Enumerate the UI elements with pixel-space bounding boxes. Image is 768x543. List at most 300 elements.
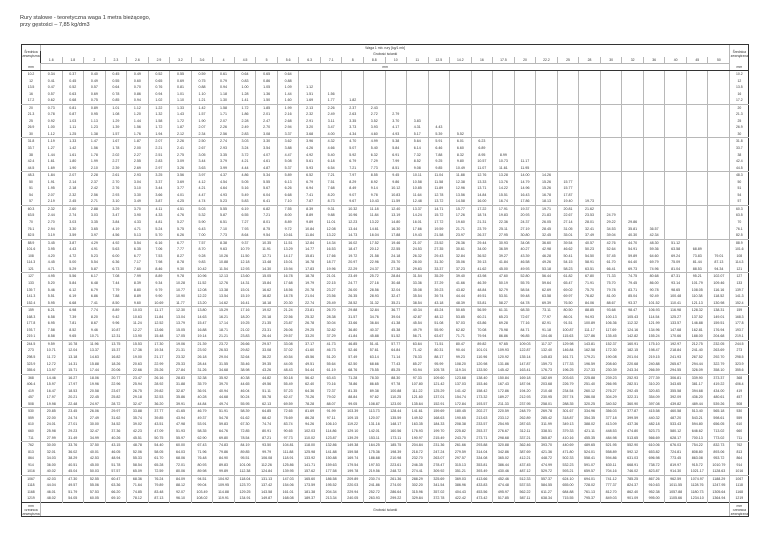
weight-cell: 8.89 (127, 293, 149, 300)
weight-cell: 5.52 (450, 131, 472, 138)
outer-diameter-cell: 114.3 (22, 259, 41, 266)
weight-cell: 10.71 (41, 347, 63, 354)
weight-cell: 254.95 (493, 421, 515, 428)
weight-cell: 312.11 (514, 428, 536, 435)
weight-cell: 6.36 (105, 259, 127, 266)
weight-cell: 58.54 (127, 462, 149, 469)
weight-cell (450, 97, 472, 104)
outer-diameter-cell: 1118 (22, 482, 41, 489)
weight-cell: 4.91 (84, 246, 106, 253)
weight-cell: 8.95 (471, 152, 493, 159)
weight-cell: 61.82 (557, 273, 579, 280)
weight-cell: 377.18 (600, 415, 622, 422)
weight-cell: 27.16 (363, 280, 385, 287)
weight-cell: 45.00 (493, 266, 515, 273)
weight-cell: 3.44 (148, 185, 170, 192)
weight-cell: 18.78 (277, 293, 299, 300)
weight-cell: 55.64 (320, 361, 342, 368)
weight-cell: 110.25 (385, 394, 407, 401)
weight-cell: 2.07 (62, 172, 84, 179)
weight-cell: 11.58 (428, 179, 450, 186)
weight-cell: 99.79 (256, 449, 278, 456)
weight-cell: 3.20 (299, 124, 321, 131)
weight-cell: 5.49 (234, 192, 256, 199)
weight-cell: 372.78 (428, 495, 450, 502)
weight-cell: 415.58 (643, 408, 665, 415)
weight-cell: 4.25 (170, 198, 192, 205)
outer-diameter-cell: 141.3 (730, 293, 749, 300)
weight-cell: 139.29 (342, 435, 364, 442)
weight-cell: 2.91 (299, 118, 321, 125)
weight-cell: 69.24 (665, 253, 687, 260)
weight-cell: 1.09 (277, 84, 299, 91)
weight-cell: 480.61 (708, 394, 730, 401)
weight-cell: 523.73 (643, 428, 665, 435)
thickness-value: 28 (579, 57, 601, 64)
weight-cell: 114.86 (320, 428, 342, 435)
weight-cell (600, 205, 622, 212)
weight-cell: 154.06 (277, 482, 299, 489)
weight-cell: 29.23 (62, 428, 84, 435)
weight-cell: 16.78 (536, 192, 558, 199)
weight-cell: 5.89 (277, 172, 299, 179)
weight-cell: 5.54 (84, 259, 106, 266)
weight-cell: 2.32 (62, 192, 84, 199)
weight-cell: 293.88 (471, 442, 493, 449)
weight-cell: 13.22 (320, 232, 342, 239)
weight-cell: 84.09 (170, 475, 192, 482)
weight-cell: 2.26 (320, 104, 342, 111)
weight-cell: 80.50 (557, 307, 579, 314)
weight-cell: 203.63 (557, 374, 579, 381)
weight-cell: 421.11 (579, 428, 601, 435)
weight-cell: 5.92 (342, 152, 364, 159)
weight-cell: 9.86 (385, 179, 407, 186)
outer-diameter-cell: 219.1 (730, 333, 749, 340)
weight-cell: 212.75 (686, 340, 708, 347)
weight-cell: 13.44 (342, 226, 364, 233)
thickness-value: 10 (385, 57, 407, 64)
weight-cell: 196.59 (579, 361, 601, 368)
weight-cell: 122.87 (514, 347, 536, 354)
weight-cell: 2.63 (342, 111, 364, 118)
weight-cell (514, 97, 536, 104)
weight-cell: 152.37 (600, 340, 622, 347)
outer-diameter-cell: 711 (730, 435, 749, 442)
weight-cell: 42.03 (41, 475, 63, 482)
weight-cell (686, 239, 708, 246)
weight-cell: 591.07 (579, 462, 601, 469)
weight-cell: 63.14 (363, 354, 385, 361)
weight-cell: 57.23 (277, 388, 299, 395)
weight-cell: 26.35 (342, 293, 364, 300)
weight-cell: 9.88 (320, 212, 342, 219)
weight-cell: 134.96 (643, 327, 665, 334)
weight-cell: 33.20 (299, 333, 321, 340)
weight-cell: 99.23 (450, 354, 472, 361)
weight-cell: 4.37 (213, 172, 235, 179)
weight-cell (665, 131, 687, 138)
weight-cell: 262.89 (514, 415, 536, 422)
weight-cell: 294.44 (686, 361, 708, 368)
weight-cell: 0.47 (41, 84, 63, 91)
weight-cell: 9.45 (385, 172, 407, 179)
weight-cell (428, 71, 450, 78)
weight-cell: 6.58 (41, 314, 63, 321)
weight-cell: 9.14 (363, 185, 385, 192)
weight-cell: 41.84 (342, 333, 364, 340)
weight-cell: 17.66 (320, 253, 342, 260)
weight-cell: 3.79 (213, 158, 235, 165)
weight-cell: 1247.95 (708, 482, 730, 489)
weight-cell: 18.26 (105, 361, 127, 368)
thickness-value: 12.5 (428, 57, 450, 64)
weight-cell: 394.68 (686, 388, 708, 395)
weight-cell: 448.72 (536, 455, 558, 462)
weight-cell: 562.22 (514, 489, 536, 496)
weight-cell: 460.58 (665, 408, 687, 415)
weight-cell: 10.88 (213, 259, 235, 266)
weight-cell: 14.61 (363, 226, 385, 233)
weight-cell: 16.43 (514, 192, 536, 199)
weight-cell: 37.36 (105, 428, 127, 435)
weight-cell: 713.02 (708, 428, 730, 435)
weight-cell: 108.87 (363, 401, 385, 408)
weight-cell: 30.61 (450, 246, 472, 253)
weight-cell: 97.78 (385, 381, 407, 388)
weight-cell: 808.80 (686, 449, 708, 456)
unit-label: mm (41, 64, 730, 71)
weight-cell: 26.18 (191, 354, 213, 361)
weight-cell: 190.65 (450, 415, 472, 422)
weight-cell: 89.98 (191, 468, 213, 475)
weight-cell: 0.45 (105, 71, 127, 78)
weight-cell: 9.96 (105, 320, 127, 327)
weight-cell: 188.00 (686, 333, 708, 340)
weight-cell: 529.72 (536, 468, 558, 475)
weight-cell: 170.66 (665, 333, 687, 340)
weight-cell: 173.59 (299, 482, 321, 489)
weight-cell: 243.70 (450, 435, 472, 442)
weight-cell: 60.05 (84, 495, 106, 502)
weight-cell: 684.88 (557, 489, 579, 496)
outer-diameter-cell: 108 (730, 253, 749, 260)
weight-cell: 7.53 (148, 253, 170, 260)
weight-cell: 263.69 (708, 347, 730, 354)
weight-cell (600, 97, 622, 104)
weight-cell: 377.87 (622, 408, 644, 415)
weight-cell: 34.08 (514, 239, 536, 246)
weight-cell (600, 198, 622, 205)
weight-cell: 28.72 (105, 401, 127, 408)
weight-cell: 4.00 (320, 131, 342, 138)
weight-cell: 558.89 (600, 449, 622, 456)
thickness-value: 7.1 (320, 57, 342, 64)
weight-cell: 68.36 (127, 475, 149, 482)
weight-cell: 14.31 (234, 280, 256, 287)
weight-cell: 358.10 (708, 367, 730, 374)
weight-cell: 243.34 (622, 367, 644, 374)
weight-cell: 118.91 (277, 455, 299, 462)
weight-cell: 1057.88 (665, 489, 687, 496)
weight-cell: 81.35 (342, 388, 364, 395)
weight-cell: 1.61 (62, 152, 84, 159)
weight-cell: 6.01 (450, 138, 472, 145)
weight-cell: 125.29 (428, 388, 450, 395)
weight-cell: 7.08 (105, 273, 127, 280)
weight-cell: 5.93 (299, 165, 321, 172)
weight-cell: 109.46 (708, 280, 730, 287)
weight-cell: 29.44 (471, 239, 493, 246)
weight-cell: 2.16 (277, 111, 299, 118)
weight-cell: 25.26 (148, 367, 170, 374)
weight-cell: 129.98 (557, 340, 579, 347)
weight-cell: 6.19 (62, 293, 84, 300)
weight-cell: 9.34 (148, 280, 170, 287)
weight-cell (385, 104, 407, 111)
outer-diameter-cell: 121 (22, 266, 41, 273)
weight-cell: 218.72 (407, 449, 429, 456)
header-row-units (22, 64, 749, 71)
weight-cell: 34.00 (471, 246, 493, 253)
weight-cell: 16.53 (320, 246, 342, 253)
weight-cell: 38.29 (62, 455, 84, 462)
weight-cell: 157.62 (299, 468, 321, 475)
weight-cell: 76.82 (579, 293, 601, 300)
weight-cell: 12.76 (213, 280, 235, 287)
weight-cell: 13.29 (277, 246, 299, 253)
weight-cell: 23.52 (428, 239, 450, 246)
weight-cell: 24.37 (514, 219, 536, 226)
weight-cell: 5.55 (256, 179, 278, 186)
weight-cell: 14.34 (320, 239, 342, 246)
weight-cell: 65.28 (148, 462, 170, 469)
weight-cell: 248.72 (385, 468, 407, 475)
weight-cell: 175.36 (363, 449, 385, 456)
weight-cell: 51.11 (256, 388, 278, 395)
weight-cell: 473.42 (471, 495, 493, 502)
outer-diameter-cell: 762 (22, 442, 41, 449)
weight-cell: 453.56 (471, 489, 493, 496)
weight-cell: 0.81 (62, 104, 84, 111)
weight-cell: 120.92 (493, 354, 515, 361)
weight-cell: 26.36 (450, 239, 472, 246)
weight-cell (450, 71, 472, 78)
weight-cell (622, 104, 644, 111)
weight-cell: 219.56 (363, 468, 385, 475)
weight-cell: 1.95 (41, 185, 63, 192)
weight-cell: 0.59 (191, 71, 213, 78)
weight-cell: 339.90 (686, 374, 708, 381)
weight-cell: 186.68 (363, 455, 385, 462)
weight-cell: 3.65 (84, 226, 106, 233)
weight-cell (471, 104, 493, 111)
weight-cell: 11.17 (514, 158, 536, 165)
thickness-value: 45 (686, 57, 708, 64)
weight-cell: 185.75 (385, 442, 407, 449)
weight-cell: 11.59 (385, 198, 407, 205)
weight-cell: 4.72 (62, 253, 84, 260)
weight-cell: 203.68 (536, 381, 558, 388)
weight-cell: 26.05 (536, 219, 558, 226)
weight-cell: 655.00 (557, 482, 579, 489)
outer-diameter-cell: 44.5 (22, 165, 41, 172)
outer-diameter-cell: 30 (730, 131, 749, 138)
weight-cell: 16.47 (41, 388, 63, 395)
weight-cell: 64.84 (385, 347, 407, 354)
weight-cell: 94.51 (191, 475, 213, 482)
outer-diameter-cell: 298.5 (730, 354, 749, 361)
weight-cell: 4.71 (127, 226, 149, 233)
weight-cell: 11.64 (407, 192, 429, 199)
weight-cell: 1128.76 (686, 482, 708, 489)
outer-diameter-cell: 530 (22, 408, 41, 415)
weight-cell: 288.35 (557, 401, 579, 408)
weight-cell: 47.30 (62, 475, 84, 482)
weight-cell: 57.53 (84, 489, 106, 496)
outer-diameter-cell: 42.4 (730, 158, 749, 165)
weight-cell (643, 205, 665, 212)
weight-cell: 14.63 (84, 354, 106, 361)
weight-cell: 75.70 (600, 280, 622, 287)
weight-cell: 58.23 (557, 266, 579, 273)
weight-cell: 1.84 (41, 172, 63, 179)
weight-cell: 495.97 (493, 489, 515, 496)
weight-cell: 197.53 (363, 462, 385, 469)
weight-cell: 517.85 (493, 495, 515, 502)
weight-cell: 1.12 (127, 104, 149, 111)
table-row (22, 468, 749, 475)
weight-cell: 29.57 (256, 340, 278, 347)
weight-cell: 92.07 (170, 489, 192, 496)
weight-cell: 2.01 (256, 111, 278, 118)
weight-cell: 21.39 (191, 340, 213, 347)
weight-cell: 112.26 (256, 462, 278, 469)
weight-cell: 155.24 (643, 333, 665, 340)
weight-cell: 208.38 (450, 421, 472, 428)
weight-cell: 89.85 (234, 449, 256, 456)
weight-cell: 399.59 (622, 415, 644, 422)
weight-cell: 5.64 (407, 138, 429, 145)
weight-cell: 3.87 (148, 198, 170, 205)
weight-cell: 325.69 (428, 475, 450, 482)
weight-cell: 69.80 (213, 435, 235, 442)
weight-cell: 7.32 (407, 152, 429, 159)
weight-cell: 482.18 (643, 421, 665, 428)
weight-cell: 51.78 (105, 462, 127, 469)
weight-cell: 2.43 (363, 104, 385, 111)
weight-cell: 15.84 (256, 280, 278, 287)
weight-cell: 49.79 (407, 327, 429, 334)
weight-cell (686, 131, 708, 138)
weight-cell: 2.94 (41, 226, 63, 233)
weight-cell: 19.00 (127, 354, 149, 361)
outer-diameter-cell: 82.5 (730, 232, 749, 239)
weight-cell: 116.16 (708, 287, 730, 294)
weight-cell: 19.96 (84, 381, 106, 388)
weight-cell: 24.74 (62, 415, 84, 422)
weight-cell: 11.24 (127, 320, 149, 327)
weight-cell: 4.66 (320, 145, 342, 152)
weight-cell: 45.24 (428, 307, 450, 314)
weight-cell: 10.69 (148, 300, 170, 307)
weight-cell: 1.44 (41, 152, 63, 159)
thickness-value: 22.2 (536, 57, 558, 64)
weight-cell: 49.51 (471, 293, 493, 300)
weight-cell: 0.86 (256, 78, 278, 85)
weight-cell: 6.26 (170, 232, 192, 239)
weight-cell: 172.30 (600, 347, 622, 354)
weight-cell: 4.70 (342, 138, 364, 145)
weight-cell: 1.76 (127, 131, 149, 138)
weight-cell: 129.10 (342, 428, 364, 435)
weight-cell: 354.35 (579, 415, 601, 422)
weight-cell: 40.01 (84, 449, 106, 456)
weight-cell: 8.58 (41, 333, 63, 340)
weight-cell: 61.70 (600, 259, 622, 266)
weight-cell: 29.82 (148, 388, 170, 395)
weight-cell: 120.07 (363, 415, 385, 422)
weight-cell (665, 97, 687, 104)
weight-cell: 580.12 (665, 428, 687, 435)
weight-cell: 70.26 (299, 394, 321, 401)
weight-cell: 0.69 (84, 91, 106, 98)
weight-cell: 83.48 (148, 489, 170, 496)
weight-cell: 0.63 (62, 91, 84, 98)
weight-cell: 36.80 (342, 327, 364, 334)
weight-cell: 79.45 (622, 280, 644, 287)
weight-cell: 393.70 (536, 442, 558, 449)
weight-cell: 71.71 (450, 333, 472, 340)
weight-cell: 21.02 (234, 327, 256, 334)
weight-cell: 52.64 (600, 246, 622, 253)
weight-cell (579, 165, 601, 172)
outer-diameter-cell: 54 (730, 192, 749, 199)
weight-cell: 11.17 (148, 307, 170, 314)
weight-cell: 57.61 (363, 347, 385, 354)
weight-cell: 25.33 (170, 361, 192, 368)
weight-cell: 69.39 (536, 300, 558, 307)
weight-cell: 18.47 (342, 246, 364, 253)
weight-cell: 598.61 (708, 415, 730, 422)
weight-cell: 6.19 (234, 205, 256, 212)
weight-cell: 41.84 (493, 259, 515, 266)
weight-cell: 35.74 (127, 415, 149, 422)
table-row (22, 435, 749, 442)
weight-cell: 43.82 (450, 287, 472, 294)
weight-cell: 36.20 (148, 401, 170, 408)
weight-cell: 23.92 (191, 347, 213, 354)
weight-cell: 3.88 (277, 145, 299, 152)
weight-cell: 867.26 (643, 475, 665, 482)
weight-cell: 137.03 (450, 381, 472, 388)
weight-cell: 2.07 (213, 118, 235, 125)
weight-cell: 164.25 (363, 442, 385, 449)
weight-cell: 63.86 (471, 320, 493, 327)
outer-diameter-cell: 193.7 (730, 327, 749, 334)
weight-cell: 7.10 (277, 198, 299, 205)
outer-diameter-cell: 355.6 (22, 367, 41, 374)
weight-cell: 4.93 (385, 131, 407, 138)
weight-cell: 93.14 (665, 280, 687, 287)
weight-cell: 8.39 (299, 205, 321, 212)
weight-cell: 11.84 (299, 232, 321, 239)
weight-cell: 1180.73 (686, 489, 708, 496)
weight-cell: 1105.66 (665, 495, 687, 502)
weight-cell: 558.41 (579, 455, 601, 462)
weight-cell: 12.48 (407, 198, 429, 205)
weight-cell: 301.67 (557, 408, 579, 415)
